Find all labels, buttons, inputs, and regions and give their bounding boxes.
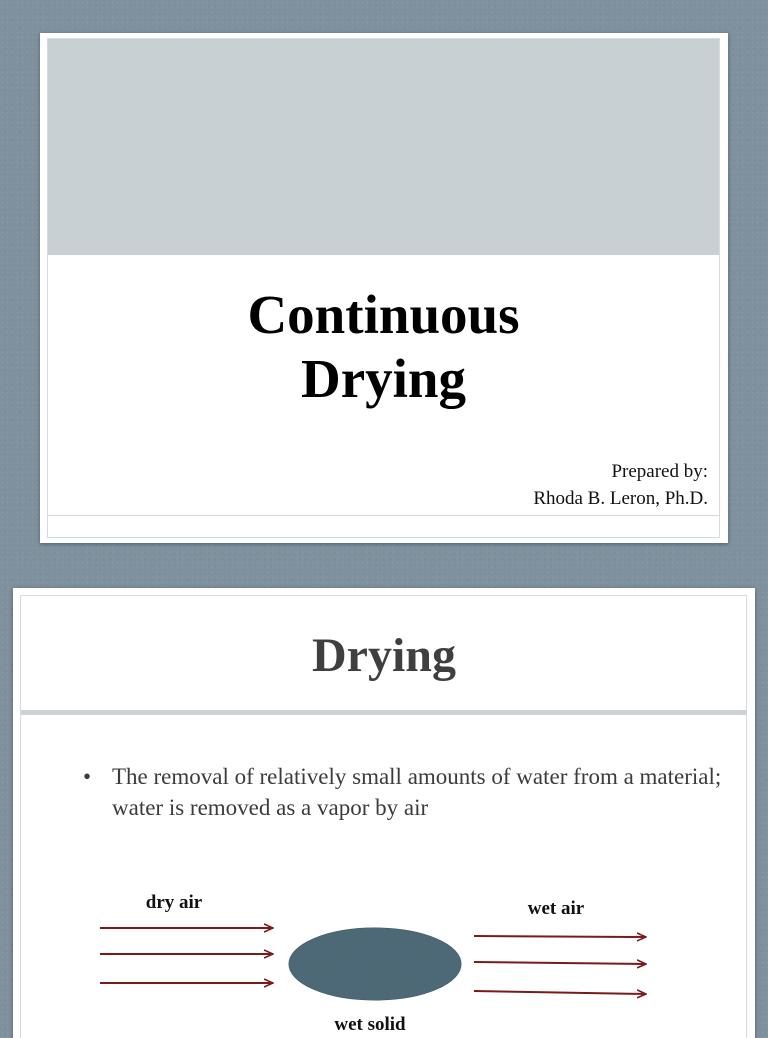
- wet-solid-label: wet solid: [334, 1014, 406, 1035]
- wet-air-label: wet air: [527, 898, 585, 919]
- wet-air-arrow: [474, 991, 646, 994]
- content-slide-heading: Drying: [312, 629, 456, 682]
- prepared-by-label: Prepared by:: [611, 461, 708, 482]
- bullet-icon: •: [83, 764, 92, 789]
- title-line-2: Drying: [301, 348, 466, 409]
- dry-air-label: dry air: [145, 892, 203, 913]
- wet-air-arrow: [474, 936, 646, 937]
- drying-diagram: [13, 588, 755, 1038]
- bullet-text: The removal of relatively small amounts of water from a material; water is removed as a vapor by air: [112, 764, 722, 820]
- content-slide: [13, 588, 755, 1038]
- title-line-1: Continuous: [247, 284, 520, 345]
- wet-solid-texture: [289, 928, 461, 1000]
- title-slide-footer-line: [48, 515, 719, 516]
- title-slide: [40, 33, 728, 543]
- author-name: Rhoda B. Leron, Ph.D.: [533, 488, 708, 509]
- prepared-by-block: [533, 458, 708, 512]
- wet-air-arrow: [474, 962, 646, 964]
- title-slide-title: [48, 283, 719, 411]
